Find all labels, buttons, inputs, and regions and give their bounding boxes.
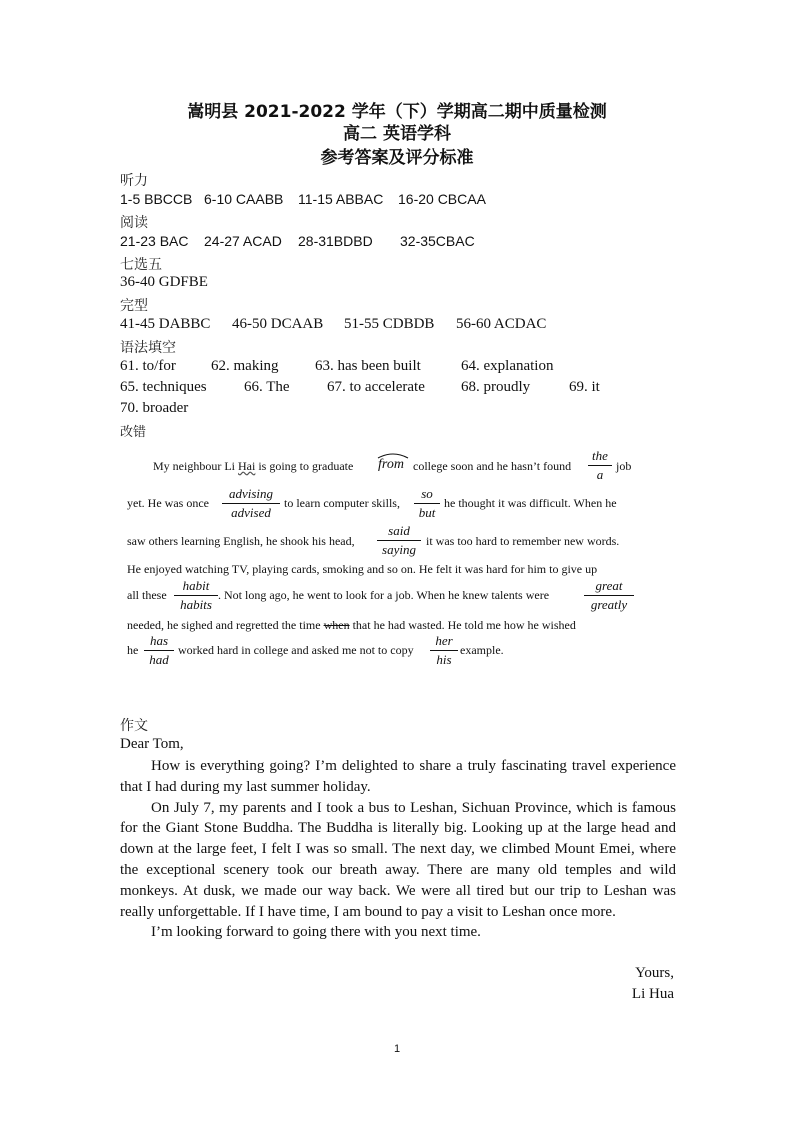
answer-item: 62. making bbox=[211, 358, 279, 374]
answer-item: 67. to accelerate bbox=[327, 379, 425, 395]
correction-line: it was too hard to remember new words. bbox=[426, 534, 620, 548]
answer-group: 56-60 ACDAC bbox=[456, 316, 547, 332]
answer-item: 68. proudly bbox=[461, 379, 531, 395]
page-number: 1 bbox=[393, 1043, 401, 1055]
answer-group: 24-27 ACAD bbox=[204, 233, 282, 249]
correction-line: worked hard in college and asked me not to copy bbox=[178, 643, 414, 657]
answer-group: 32-35CBAC bbox=[400, 233, 475, 249]
correction-line: he bbox=[127, 643, 139, 657]
grammar-answers-row3: 70. broader bbox=[120, 400, 189, 416]
correction-line: yet. He was once bbox=[127, 496, 209, 510]
answer-item: 64. explanation bbox=[461, 358, 554, 374]
seven-five-answers: 36-40 GDFBE bbox=[120, 274, 208, 290]
section-label-writing: 作文 bbox=[120, 718, 148, 734]
grammar-answers-row2 bbox=[120, 379, 600, 396]
answer-group: 41-45 DABBC bbox=[120, 316, 211, 332]
answer-group: 16-20 CBCAA bbox=[398, 191, 486, 207]
correction-line: needed, he sighed and regretted the time when that he had wasted. He told me how he wished bbox=[127, 618, 576, 632]
correction-fix: said saying bbox=[377, 523, 421, 558]
listening-answers bbox=[120, 191, 486, 207]
doc-title: 嵩明县 2021-2022 学年（下）学期高二期中质量检测 bbox=[187, 102, 607, 122]
deleted-word: when bbox=[323, 618, 350, 632]
correction-fix: advising advised bbox=[222, 486, 280, 521]
correction-fix: the a bbox=[588, 448, 612, 483]
correction-line: he thought it was difficult. When he bbox=[444, 496, 617, 510]
section-label-listening: 听力 bbox=[120, 173, 148, 189]
answer-item: 61. to/for bbox=[120, 358, 176, 374]
correction-line: He enjoyed watching TV, playing cards, smoking and so on. He felt it was hard for him to give up bbox=[127, 562, 598, 576]
answer-item: 66. The bbox=[244, 379, 290, 395]
correction-fix: her his bbox=[430, 633, 458, 668]
correction-line: to learn computer skills, bbox=[284, 496, 400, 510]
section-label-cloze: 完型 bbox=[120, 298, 148, 314]
answer-item: 69. it bbox=[569, 379, 600, 395]
answer-group: 6-10 CAABB bbox=[204, 191, 284, 207]
grammar-answers-row1 bbox=[120, 358, 553, 375]
correction-fix: so but bbox=[414, 486, 440, 521]
correction-line: job bbox=[616, 459, 632, 473]
answer-group: 51-55 CDBDB bbox=[344, 316, 435, 332]
correction-line: example. bbox=[460, 643, 504, 657]
inserted-word: from bbox=[378, 457, 404, 472]
correction-fix: habit habits bbox=[174, 578, 218, 613]
section-label-reading: 阅读 bbox=[120, 215, 148, 231]
marked-name: Hai bbox=[238, 459, 256, 473]
answer-group: 1-5 BBCCB bbox=[120, 191, 193, 207]
letter-body bbox=[120, 756, 676, 943]
reading-answers bbox=[120, 233, 475, 249]
correction-fix: great greatly bbox=[584, 578, 634, 613]
letter-salutation: Dear Tom, bbox=[120, 736, 184, 752]
letter-signature: Li Hua bbox=[631, 986, 674, 1002]
cloze-answers bbox=[120, 316, 546, 333]
doc-subtitle: 高二 英语学科 bbox=[343, 124, 451, 144]
correction-line: all these bbox=[127, 588, 167, 602]
correction-line: . Not long ago, he went to look for a job. When he knew talents were bbox=[218, 588, 550, 602]
answer-item: 65. techniques bbox=[120, 379, 207, 395]
correction-line: college soon and he hasn’t found bbox=[413, 459, 572, 473]
answer-group: 21-23 BAC bbox=[120, 233, 189, 249]
section-label-correction: 改错 bbox=[120, 425, 147, 440]
letter-paragraph: On July 7, my parents and I took a bus to Leshan, Sichuan Province, which is famous for the Giant Stone Buddha. The Buddha is literally big. Looking up at the large head and down at the large feet, I felt I was so small. The next day, we climbed Mount Emei, where the exceptional scenery took our breath away. There are many old temples and wild monkeys. At dusk, we made our way back. We were all tired but our trip to Leshan was really unforgettable. If I have time, I am bound to pay a visit to Leshan once more. bbox=[120, 799, 676, 920]
answer-group: 46-50 DCAAB bbox=[232, 316, 324, 332]
correction-line: My neighbour Li Hai is going to graduate bbox=[153, 459, 354, 473]
correction-line: saw others learning English, he shook his head, bbox=[127, 534, 355, 548]
letter-closing: Yours, bbox=[635, 965, 674, 981]
letter-paragraph: How is everything going? I’m delighted to share a truly fascinating travel experience that I had during my last summer holiday. bbox=[120, 758, 676, 795]
answer-group: 28-31BDBD bbox=[298, 233, 373, 249]
section-label-grammar: 语法填空 bbox=[120, 340, 176, 356]
answer-group: 11-15 ABBAC bbox=[298, 191, 384, 207]
letter-paragraph: I’m looking forward to going there with you next time. bbox=[151, 924, 481, 941]
correction-fix: has had bbox=[144, 633, 174, 668]
doc-heading: 参考答案及评分标准 bbox=[320, 148, 474, 168]
section-label-seven-five: 七选五 bbox=[120, 257, 162, 273]
answer-item: 63. has been built bbox=[315, 358, 421, 374]
